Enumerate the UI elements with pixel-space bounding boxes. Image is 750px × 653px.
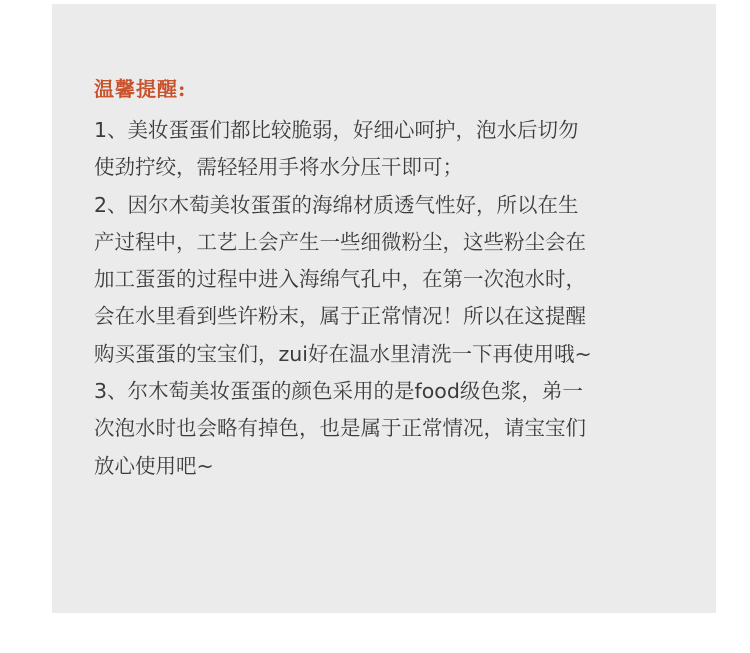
notice-line: 2、因尔木萄美妆蛋蛋的海绵材质透气性好，所以在生 [94,192,579,217]
notice-line: 购买蛋蛋的宝宝们，zui好在温水里清洗一下再使用哦~ [94,341,592,366]
notice-panel [52,4,716,613]
notice-line: 1、美妆蛋蛋们都比较脆弱，好细心呵护，泡水后切勿 [94,118,579,142]
notice-line: 产过程中，工艺上会产生一些细微粉尘，这些粉尘会在 [94,229,586,254]
notice-line: 次泡水时也会略有掉色，也是属于正常情况，请宝宝们 [94,416,586,441]
notice-line: 使劲拧绞，需轻轻用手将水分压干即可； [94,155,463,180]
notice-line: 3、尔木萄美妆蛋蛋的颜色采用的是food级色浆，弟一 [94,379,583,404]
notice-line: 加工蛋蛋的过程中进入海绵气孔中，在第一次泡水时， [94,267,586,292]
notice-title: 温馨提醒: [94,77,187,101]
notice-line: 会在水里看到些许粉末，属于正常情况！所以在这提醒 [94,304,586,329]
notice-line: 放心使用吧~ [94,453,214,478]
notice-body [94,112,676,485]
